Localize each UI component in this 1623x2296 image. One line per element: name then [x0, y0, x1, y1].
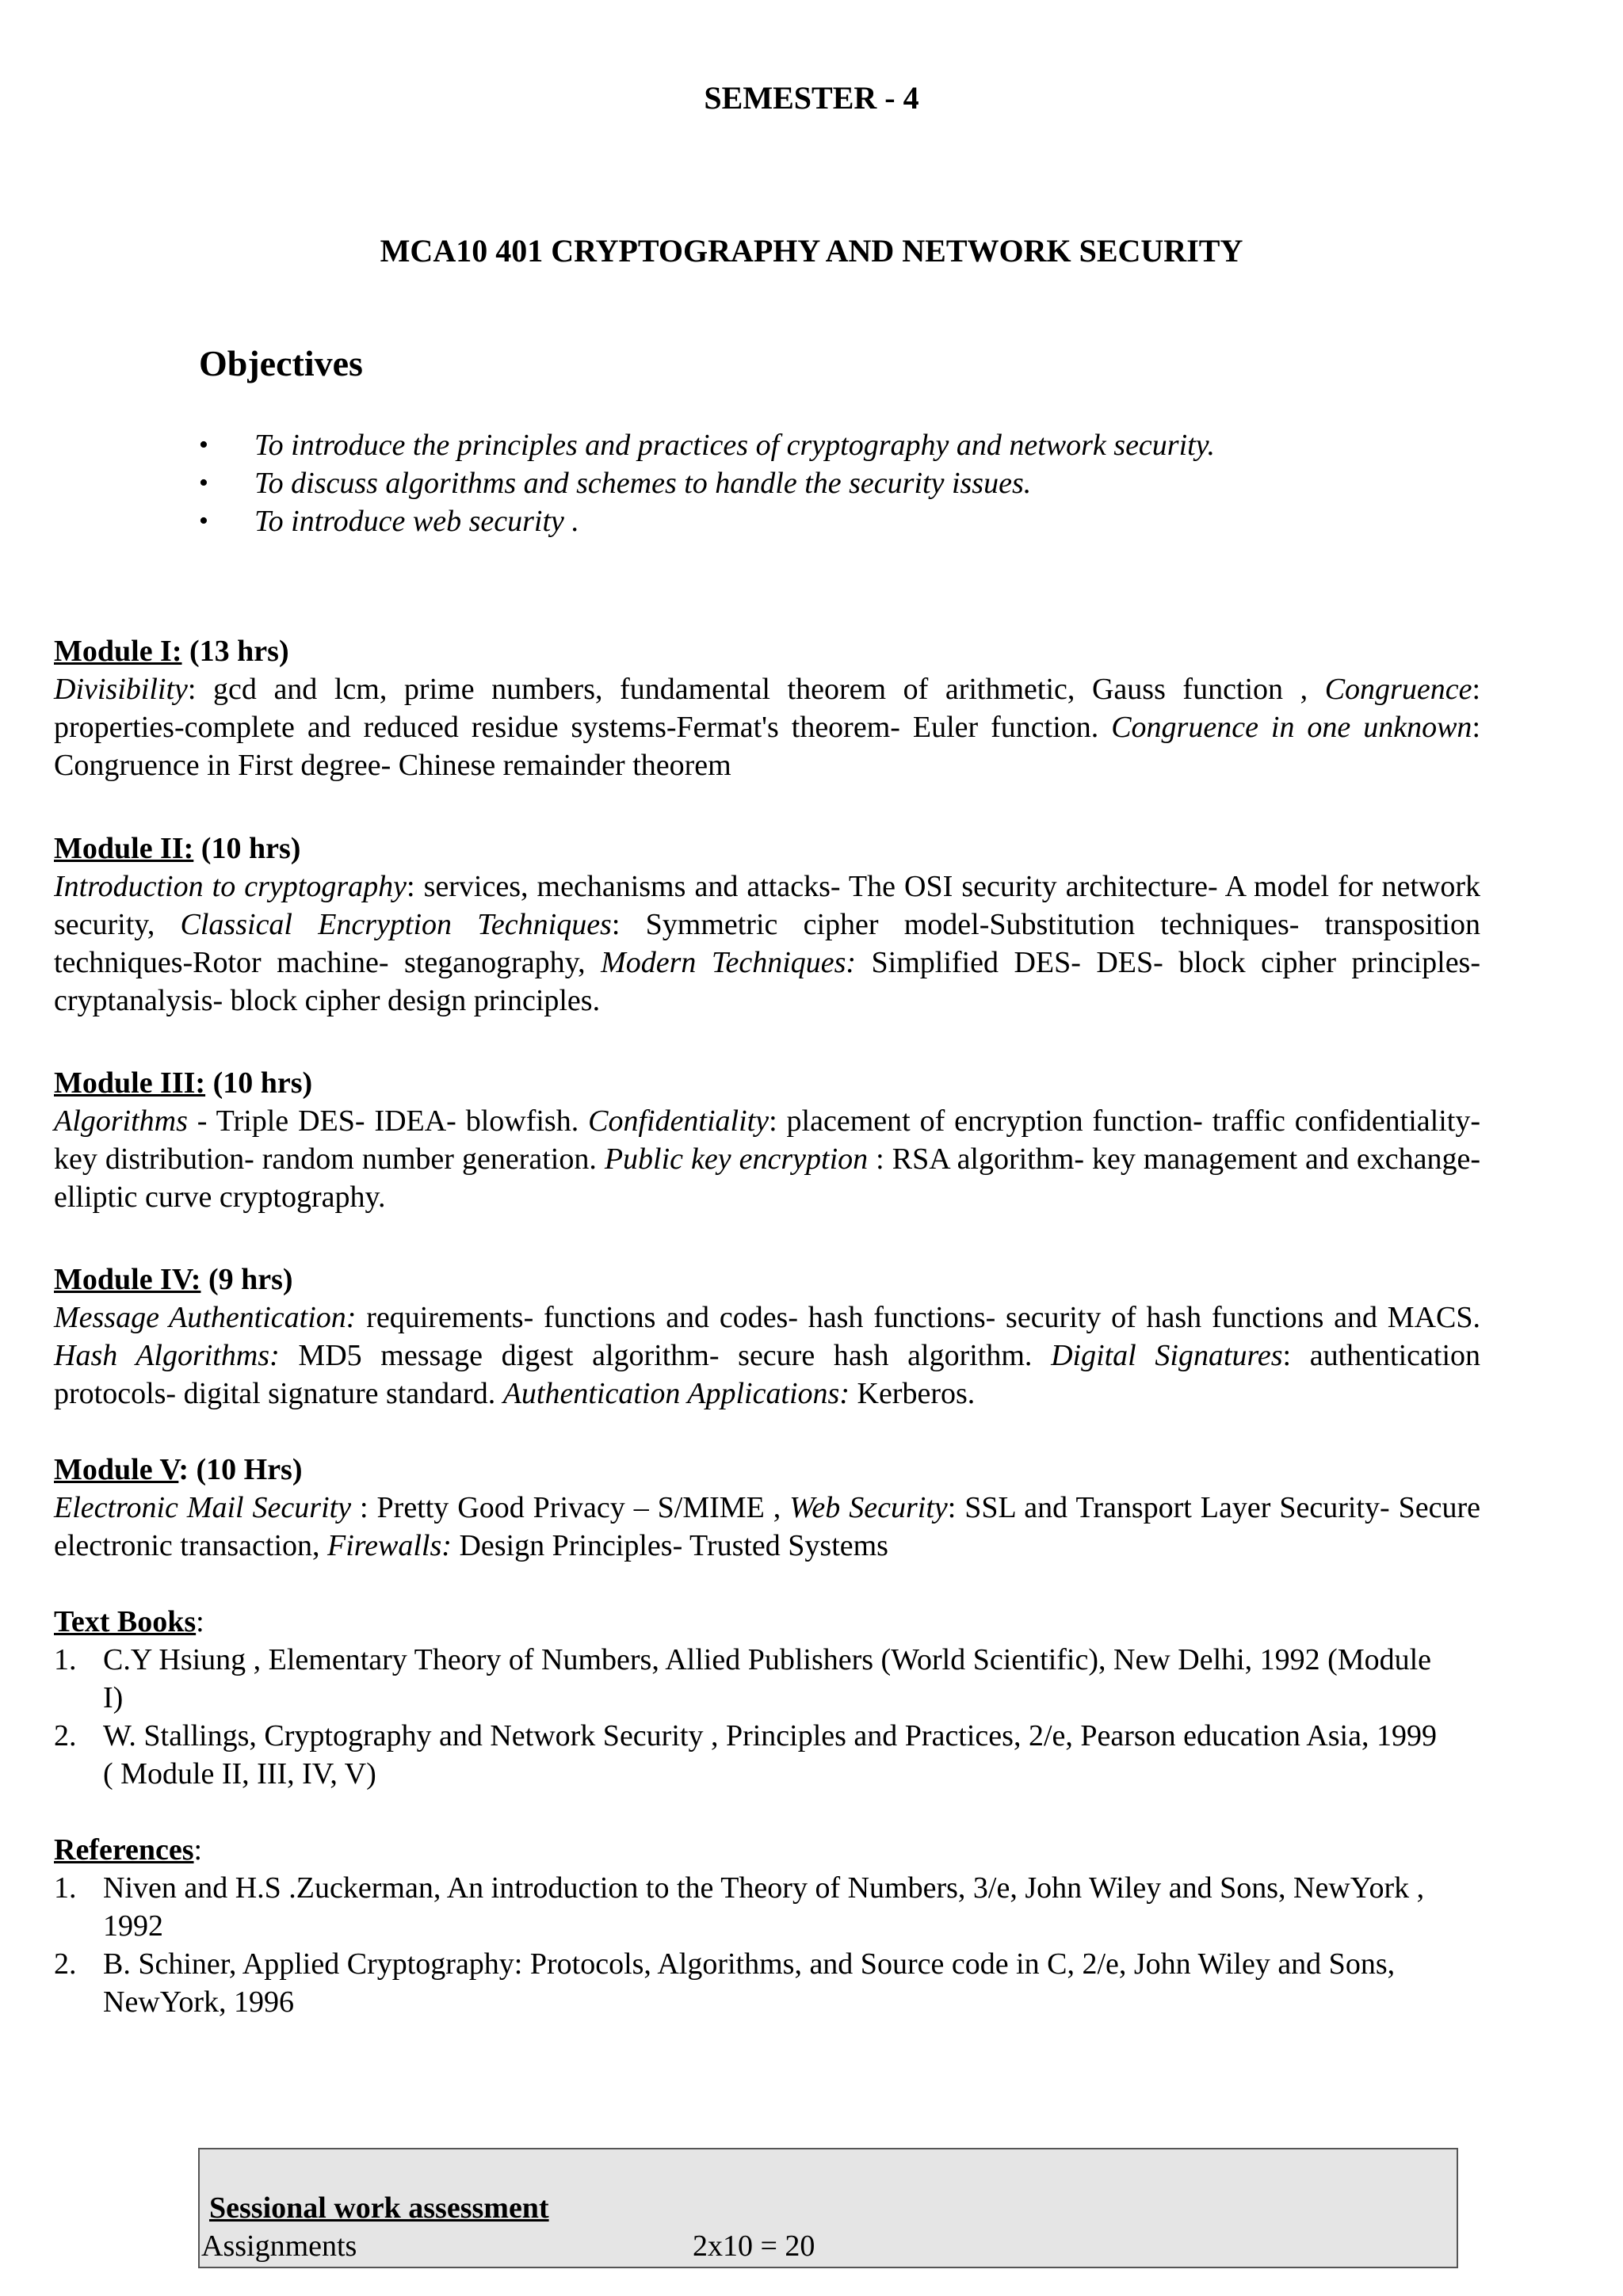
- module-2: [54, 830, 1480, 1020]
- module-body: [54, 1489, 1480, 1565]
- module-body: [54, 670, 1480, 784]
- references-heading: References: [54, 1833, 194, 1867]
- module-topic-text: : gcd and lcm, prime numbers, fundamental theorem of arithmetic, Gauss function ,: [187, 673, 1325, 706]
- module-topic-text: Simplified DES- DES- block cipher principles- cryptanalysis- block cipher design principles.: [54, 946, 1481, 1017]
- module-topic-label: Congruence in one unknown: [1111, 711, 1472, 744]
- reference-item: 2. B. Schiner, Applied Cryptography: Protocols, Algorithms, and Source code in C, 2/e, John Wiley and Sons, NewYork, 1996: [54, 1947, 1396, 2019]
- module-title: Module III:: [54, 1066, 206, 1100]
- module-5: [54, 1451, 1480, 1565]
- references-section: References: 1. Niven and H.S .Zuckerman, An introduction to the Theory of Numbers, 3/e, John Wiley and Sons, NewYork , 1992 2. B. Schiner, Applied Cryptography: Protocols, Algorithms, and Source code in C, 2/e, John Wiley and Sons, NewYork, 1996: [54, 1831, 1465, 2021]
- module-topic-label: Divisibility: [54, 673, 188, 706]
- module-hours: (10 hrs): [193, 832, 301, 865]
- text-book-item: 2. W. Stallings, Cryptography and Network Security , Principles and Practices, 2/e, Pearson education Asia, 1999 ( Module II, III, IV, V): [54, 1719, 1437, 1791]
- module-body: [54, 1299, 1480, 1413]
- module-body: [54, 1102, 1480, 1216]
- module-topic-label: Public key encryption: [604, 1142, 869, 1176]
- module-1: [54, 632, 1480, 784]
- assessment-value: 2x10 = 20: [693, 2229, 815, 2263]
- module-topic-text: : RSA algorithm- key management and exchange- elliptic curve cryptography.: [54, 1142, 1481, 1214]
- objective-item: • To introduce the principles and practices of cryptography and network security.: [199, 426, 1483, 464]
- module-topic-label: Authentication Applications:: [502, 1377, 850, 1410]
- module-topic-text: MD5 message digest algorithm- secure hash algorithm.: [279, 1339, 1052, 1372]
- module-3: [54, 1064, 1480, 1216]
- text-books-list: [54, 1641, 1449, 1793]
- module-hours: (10 hrs): [205, 1066, 313, 1100]
- module-body: [54, 868, 1480, 1020]
- module-title: Module IV:: [54, 1263, 201, 1296]
- module-topic-label: Confidentiality: [588, 1104, 769, 1138]
- module-topic-label: Firewalls:: [327, 1529, 452, 1562]
- module-topic-text: : properties-complete and reduced residue systems-Fermat's theorem- Euler function.: [54, 673, 1480, 744]
- module-topic-label: Web Security: [789, 1491, 948, 1524]
- module-topic-label: Message Authentication:: [54, 1301, 357, 1334]
- assessment-box: [198, 2148, 1458, 2268]
- module-topic-label: Introduction to cryptography: [54, 870, 407, 903]
- objectives-list: [199, 426, 1483, 540]
- module-topic-label: Digital Signatures: [1051, 1339, 1283, 1372]
- module-topic-text: : placement of encryption function- traffic confidentiality- key distribution- random number generation.: [54, 1104, 1480, 1176]
- module-title: Module V: [54, 1453, 179, 1486]
- objectives-heading: Objectives: [199, 343, 363, 383]
- module-topic-label: Hash Algorithms:: [54, 1339, 280, 1372]
- module-4: [54, 1261, 1480, 1413]
- references-list: [54, 1869, 1465, 2021]
- module-title: Module I:: [54, 635, 182, 668]
- module-topic-text: requirements- functions and codes- hash functions- security of hash functions and MACS.: [356, 1301, 1480, 1334]
- module-topic-label: Classical Encryption Techniques: [180, 908, 612, 941]
- assessment-label: Assignments: [201, 2229, 357, 2263]
- module-topic-text: : Congruence in First degree- Chinese remainder theorem: [54, 711, 1480, 782]
- module-hours: (9 hrs): [200, 1263, 293, 1296]
- module-topic-label: Modern Techniques:: [601, 946, 857, 979]
- module-topic-text: : services, mechanisms and attacks- The OSI security architecture- A model for network security,: [54, 870, 1480, 941]
- module-topic-label: Electronic Mail Security: [54, 1491, 352, 1524]
- module-topic-text: Kerberos.: [850, 1377, 976, 1410]
- module-topic-label: Congruence: [1324, 673, 1472, 706]
- module-topic-text: - Triple DES- IDEA- blowfish.: [187, 1104, 589, 1138]
- module-title: Module II:: [54, 832, 194, 865]
- module-hours: (13 hrs): [181, 635, 289, 668]
- objective-item: • To introduce web security .: [199, 502, 1483, 540]
- module-topic-text: : SSL and Transport Layer Security- Secure electronic transaction,: [54, 1491, 1480, 1562]
- module-topic-label: Algorithms: [54, 1104, 188, 1138]
- module-topic-text: Design Principles- Trusted Systems: [451, 1529, 888, 1562]
- objective-item: • To discuss algorithms and schemes to handle the security issues.: [199, 464, 1483, 502]
- semester-heading: SEMESTER - 4: [704, 80, 919, 116]
- module-topic-text: : authentication protocols- digital signature standard.: [54, 1339, 1481, 1410]
- module-topic-text: : Pretty Good Privacy – S/MIME ,: [351, 1491, 790, 1524]
- text-books-heading: Text Books: [54, 1605, 197, 1638]
- assessment-title: Sessional work assessment: [209, 2191, 549, 2225]
- reference-item: 1. Niven and H.S .Zuckerman, An introduction to the Theory of Numbers, 3/e, John Wiley and Sons, NewYork , 1992: [54, 1871, 1425, 1943]
- module-hours: : (10 Hrs): [178, 1453, 303, 1486]
- module-topic-text: : Symmetric cipher model-Substitution techniques- transposition techniques-Rotor machine- steganography,: [54, 908, 1480, 979]
- text-books-section: Text Books: 1. C.Y Hsiung , Elementary Theory of Numbers, Allied Publishers (World Scientific), New Delhi, 1992 (Module I) 2. W. Stallings, Cryptography and Network Security , Principles and Practices, 2/e, Pearson education Asia, 1999 ( Module II, III, IV, V): [54, 1603, 1449, 1793]
- text-book-item: 1. C.Y Hsiung , Elementary Theory of Numbers, Allied Publishers (World Scientific), New Delhi, 1992 (Module I): [54, 1643, 1432, 1714]
- course-title: MCA10 401 CRYPTOGRAPHY AND NETWORK SECURITY: [380, 233, 1243, 269]
